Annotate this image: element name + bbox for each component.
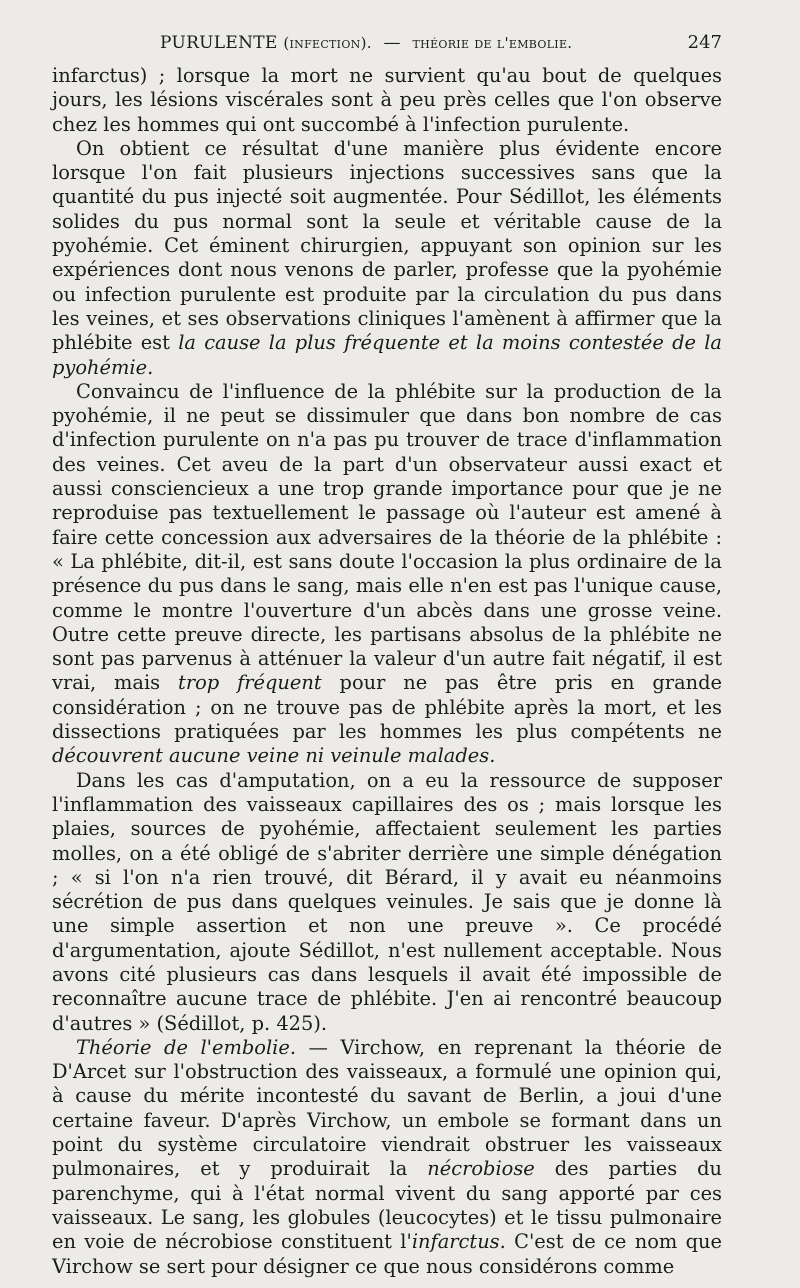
paragraph-2-text: On obtient ce résultat d'une manière plus évidente encore lorsque l'on fait plusieurs injections successives sans que la quantité du pus injecté soit augmentée. Pour Sédillot, les éléments solides du pus normal sont la seule et véritable cause de la pyohémie. Cet éminent chirurgien, appuyant son opinion sur les expériences dont nous venons de parler, professe que la pyohémie ou infection purulente est produite par la circulation du pus dans les veines, et ses observations cliniques l'amènent à affirmer que la phlébite est	[52, 136, 722, 355]
page-number: 247	[687, 32, 722, 53]
header-title	[160, 33, 572, 53]
paragraph-3-text-a: Convaincu de l'influence de la phlébite sur la production de la pyohémie, il ne peut se dissimuler que dans bon nombre de cas d'infection purulente on n'a pas pu trouver de trace d'inflammation des veines. Cet aveu de la part d'un observateur aussi exact et aussi consciencieux a une trop grande importance pour que je ne reproduise pas textuellement le passage où l'auteur est amené à faire cette concession aux adversaires de la théorie de la phlébite : « La phlébite, dit-il, est sans doute l'occasion la plus ordinaire de la présence du pus dans le sang, mais elle n'en est pas l'unique cause, comme le montre l'ouverture d'un abcès dans une grosse veine. Outre cette preuve directe, les partisans absolus de la phlébite ne sont pas parvenus à atténuer la valeur d'un autre fait négatif, il est vrai, mais	[52, 379, 722, 695]
paragraph-5-text-a: — Virchow, en reprenant la théorie de D'Arcet sur l'obstruction des vaisseaux, a formulé une opinion qui, à cause du mérite incontesté du savant de Berlin, a joui d'une certaine faveur. D'après Virchow, un embole se formant dans un point du système circulatoire viendrait obstruer les vaisseaux pulmonaires, et y produirait la	[52, 1035, 723, 1181]
paragraph-5-text-c: C'est de ce nom que Virchow se sert pour désigner ce que nous considérons comme	[52, 1230, 722, 1278]
paragraph-2	[52, 137, 722, 380]
paragraph-3	[52, 380, 722, 769]
section-heading-embolie: Théorie de l'embolie.	[76, 1035, 297, 1059]
header-title-main: PURULENTE	[160, 33, 278, 53]
paragraph-4-text: Dans les cas d'amputation, on a eu la ressource de supposer l'inflammation des vaisseaux capillaires des os ; mais lorsque les plaies, sources de pyohémie, affectaient seulement les parties molles, on a été obligé de s'abriter derrière une simple dénégation ; « si l'on n'a rien trouvé, dit Bérard, il y avait eu néanmoins sécrétion de pus dans quelques veinules. Je sais que je donne là une simple assertion et non une preuve ». Ce procédé d'argumentation, ajoute Sédillot, n'est nullement acceptable. Nous avons cité plusieurs cas dans lesquels il avait été impossible de reconnaître aucune trace de phlébite. J'en ai rencontré beaucoup d'autres » (Sédillot, p. 425).	[52, 768, 722, 1035]
paragraph-3-text-b: pour ne pas être pris en grande considération ; on ne trouve pas de phlébite après la mort, et les dissections pratiquées par les hommes les plus compétents ne	[52, 671, 723, 744]
paragraph-3-emphasis-1: trop fréquent	[178, 671, 322, 695]
paragraph-4	[52, 769, 722, 1036]
header-title-paren: (infection).	[283, 34, 372, 52]
paragraph-3-emphasis-2: découvrent aucune veine ni veinule malades.	[52, 744, 496, 768]
header-subtitle: théorie de l'embolie.	[412, 34, 573, 52]
header-dash: —	[383, 33, 401, 53]
paragraph-1-text: infarctus) ; lorsque la mort ne survient qu'au bout de quelques jours, les lésions viscérales sont à peu près celles que l'on observe chez les hommes qui ont succombé à l'infection purulente.	[52, 64, 722, 136]
paragraph-2-emphasis: la cause la plus fréquente et la moins contestée de la pyohémie.	[52, 331, 722, 379]
paragraph-5	[52, 1036, 722, 1279]
running-header	[52, 32, 722, 56]
paragraph-5-emphasis-necrobiose: nécrobiose	[427, 1157, 535, 1181]
paragraph-5-text-b: des parties du parenchyme, qui à l'état normal vivent du sang apporté par ces vaisseaux. Le sang, les globules (leucocytes) et le tissu pulmonaire en voie de nécrobiose constituent l'	[52, 1157, 722, 1254]
paragraph-5-emphasis-infarctus: infarctus.	[411, 1230, 506, 1254]
page-body	[52, 64, 722, 1279]
paragraph-1	[52, 64, 722, 137]
